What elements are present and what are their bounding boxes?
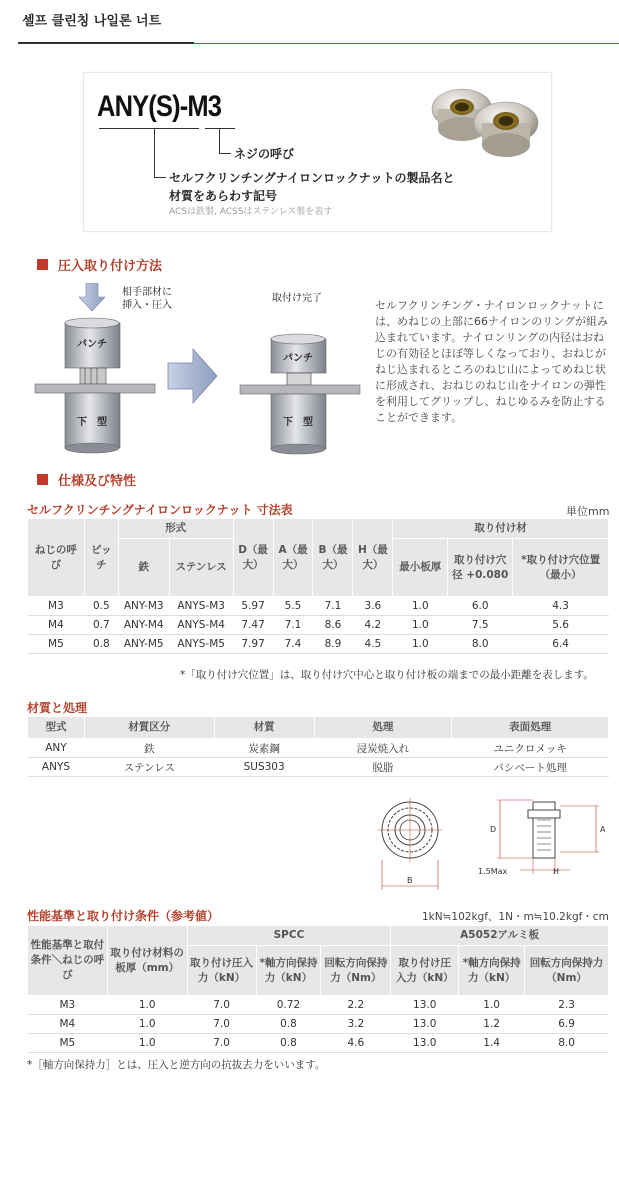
- press-fit-diagram: [25, 283, 365, 468]
- process-arrow: [168, 349, 217, 403]
- header-thread: ねじの呼び: [28, 519, 85, 597]
- header-material: 材質: [214, 717, 314, 739]
- dim-h-label: H: [553, 867, 560, 876]
- dim-d-label: D: [490, 825, 497, 834]
- dim-max-label: 1.5Max: [478, 867, 508, 876]
- perf-table-title: 性能基準と取り付け条件（参考値）: [27, 909, 220, 923]
- table-row: M5 1.0 7.0 0.8 4.6 13.0 1.4 8.0: [28, 1034, 609, 1053]
- dimension-table: [27, 518, 609, 654]
- title-rule-accent: [194, 43, 619, 44]
- section-heading-press: 圧入取り付け方法: [37, 255, 162, 274]
- material-table-title: 材質と処理: [27, 701, 88, 715]
- dim-table-unit: 単位mm: [566, 505, 610, 518]
- header-form: 形式: [118, 519, 233, 539]
- dim-a-label: A: [600, 825, 606, 834]
- header-d: D（最大）: [233, 519, 273, 597]
- leader-thread: [219, 128, 220, 154]
- header-treatment: 処理: [314, 717, 452, 739]
- table-row: M3 0.5 ANY-M3 ANYS-M3 5.97 5.5 7.1 3.6 1.0 6.0 4.3: [28, 597, 609, 616]
- dimension-drawing: [370, 790, 610, 890]
- die-right-label: 下 型: [283, 417, 313, 428]
- header-form-stainless: ステンレス: [169, 539, 233, 597]
- header-a: A（最大）: [273, 519, 313, 597]
- press-down-arrow: [79, 283, 105, 311]
- performance-table: [27, 925, 609, 1053]
- material-table: [27, 716, 609, 777]
- header-min-thickness: 最小板厚: [393, 539, 448, 597]
- dim-b-label: B: [407, 876, 413, 885]
- press-description: セルフクリンチング・ナイロンロックナットには、めねじの上部に66ナイロンのリングが組み込まれています。ナイロンリングの内径はおねじの有効径とほぼ等しくなっており、おねじがねじ込まれるところのねじ山によってめねじ状に形成され、おねじのねじ山をナイロンの弾性を利用してグリップし、ねじゆるみを防止することができます。: [375, 299, 609, 424]
- header-alu-press: 取り付け圧入力（kN）: [391, 946, 459, 996]
- plate-left: [35, 384, 155, 393]
- section-marker: [37, 259, 48, 270]
- part-number-box: [83, 72, 552, 232]
- table-row: M5 0.8 ANY-M5 ANYS-M5 7.97 7.4 8.9 4.5 1.0 8.0 6.4: [28, 635, 609, 654]
- section-heading-spec: 仕様及び特性: [37, 470, 136, 489]
- header-b: B（最大）: [313, 519, 353, 597]
- header-spcc-press: 取り付け圧入力（kN）: [187, 946, 256, 996]
- header-alu: A5052アルミ板: [391, 926, 609, 946]
- press-label: 挿入・圧入: [122, 300, 172, 311]
- page-title: 셀프 클린칭 나일론 너트: [22, 14, 162, 29]
- title-rule: [18, 42, 194, 44]
- header-type: 型式: [28, 717, 85, 739]
- perf-table-footnote: *［軸方向保持力］とは、圧入と逆方向の抗抜去力をいいます。: [27, 1059, 326, 1071]
- header-hole-pos: *取り付け穴位置（最小）: [513, 539, 609, 597]
- nut-right: [287, 373, 311, 385]
- header-thickness: 取り付け材料の板厚（mm）: [107, 926, 187, 996]
- table-row: M3 1.0 7.0 0.72 2.2 13.0 1.0 2.3: [28, 996, 609, 1015]
- header-spcc-torque: 回転方向保持力（Nm）: [321, 946, 391, 996]
- table-row: ANYS ステンレス SUS303 脱脂 パシベート処理: [28, 758, 609, 777]
- plate-right: [240, 385, 360, 394]
- mating-label: 相手部材に: [122, 287, 172, 298]
- header-form-steel: 鉄: [118, 539, 169, 597]
- header-spcc-axial: *軸方向保持力（kN）: [256, 946, 321, 996]
- header-category: 材質区分: [84, 717, 214, 739]
- table-row: M4 0.7 ANY-M4 ANYS-M4 7.47 7.1 8.6 4.2 1.0 7.5 5.6: [28, 616, 609, 635]
- header-hole-dia: 取り付け穴径 +0.080: [448, 539, 513, 597]
- section-marker: [37, 474, 48, 485]
- nut-left: [80, 368, 106, 384]
- header-condition: 性能基準と取付条件＼ねじの呼び: [28, 926, 108, 996]
- material-note: ACSは鉄製, ACSSはステンレス製を表す: [169, 207, 333, 217]
- product-label: セルフクリンチングナイロンロックナットの製品名と 材質をあらわす記号: [169, 171, 455, 203]
- header-spcc: SPCC: [187, 926, 391, 946]
- dim-table-title: セルフクリンチングナイロンロックナット 寸法表: [27, 503, 293, 517]
- table-row: ANY 鉄 炭素鋼 浸炭焼入れ ユニクロメッキ: [28, 739, 609, 758]
- dim-table-footnote: *「取り付け穴位置」は、取り付け穴中心と取り付け板の端までの最小距離を表します。: [180, 669, 594, 681]
- punch-left-label: パンチ: [77, 339, 107, 350]
- part-number-code: ANY(S)-M3: [97, 90, 222, 123]
- code-underline-product: [99, 128, 199, 129]
- die-left-label: 下 型: [77, 417, 107, 428]
- header-surface: 表面処理: [452, 717, 609, 739]
- thread-label: ネジの呼び: [234, 147, 295, 161]
- punch-right-label: パンチ: [283, 353, 313, 364]
- nut-product-photo: [424, 79, 544, 161]
- leader-product: [154, 128, 155, 178]
- perf-table-unit: 1kN≒102kgf、1N・m≒10.2kgf・cm: [422, 911, 609, 923]
- header-pitch: ピッチ: [84, 519, 118, 597]
- leader-thread-tick: [219, 153, 231, 154]
- code-underline-thread: [205, 128, 235, 129]
- table-row: M4 1.0 7.0 0.8 3.2 13.0 1.2 6.9: [28, 1015, 609, 1034]
- header-alu-axial: *軸方向保持力（kN）: [459, 946, 525, 996]
- done-label: 取付け完了: [272, 293, 322, 304]
- leader-product-tick: [154, 177, 166, 178]
- header-alu-torque: 回転方向保持力（Nm）: [525, 946, 609, 996]
- nut-side-view: [497, 800, 599, 874]
- header-mount: 取り付け材: [393, 519, 609, 539]
- header-h: H（最大）: [353, 519, 393, 597]
